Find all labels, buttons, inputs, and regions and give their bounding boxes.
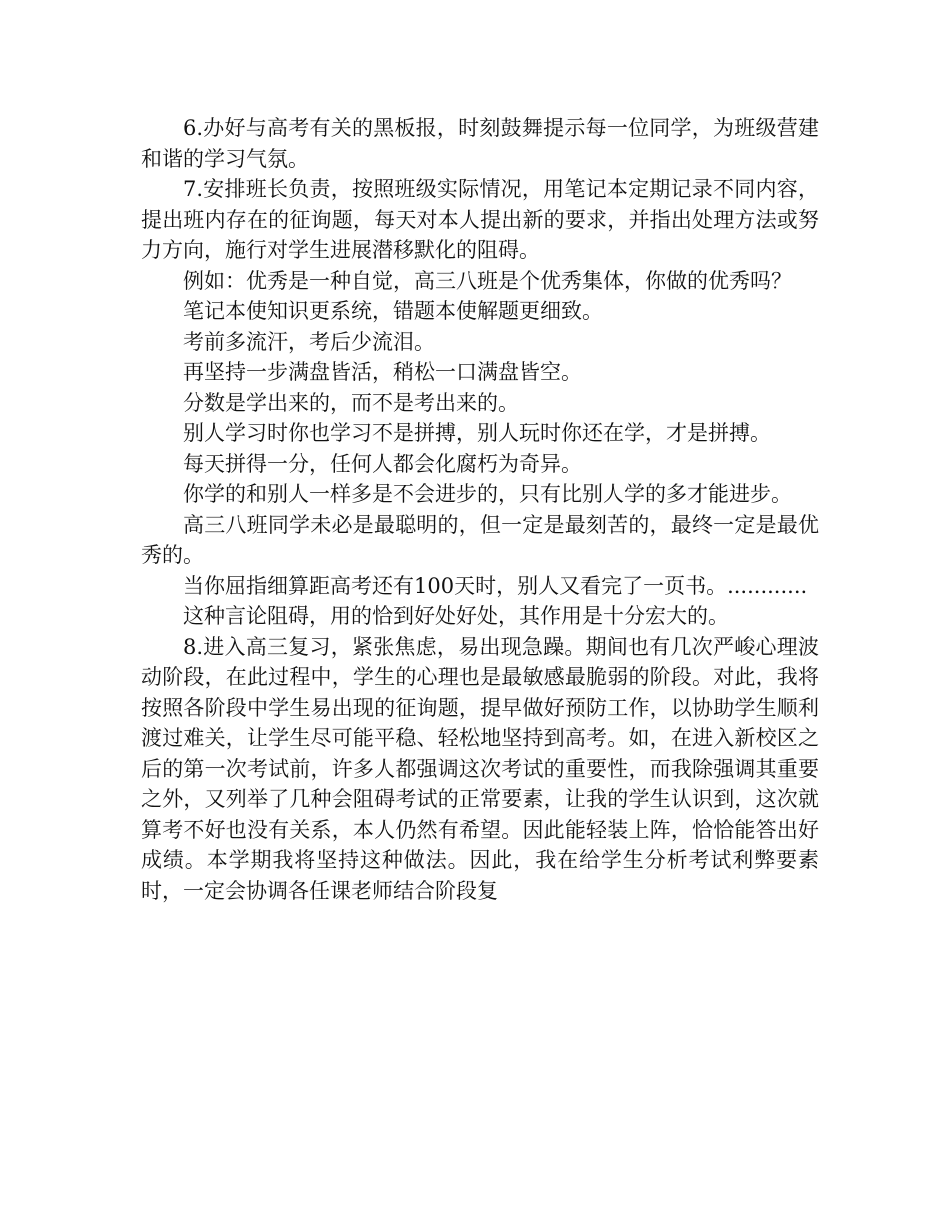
- paragraph-slogan: 分数是学出来的，而不是考出来的。: [183, 390, 519, 415]
- paragraph-item-7: 7.安排班长负责，按照班级实际情况，用笔记本定期记录不同内容，提出班内存在的征询题，每天对本人提出新的要求，并指出处理方法或努力方向，施行对学生进展潜移默化的阻碍。: [141, 177, 819, 262]
- paragraph-slogan: 高三八班同学未必是最聪明的，但一定是最刻苦的，最终一定是最优秀的。: [141, 512, 819, 567]
- paragraph-slogan: 你学的和别人一样多是不会进步的，只有比别人学的多才能进步。: [183, 482, 792, 506]
- paragraph-item-8: 8.进入高三复习，紧张焦虑，易出现急躁。期间也有几次严峻心理波动阶段，在此过程中，学生的心理也是最敏感最脆弱的阶段。对此，我将按照各阶段中学生易出现的征询题，提早做好预防工作，以协助学生顺利渡过难关，让学生尽可能平稳、轻松地坚持到高考。如，在进入新校区之后的第一次考试前，许多人都强调这次考试的重要性，而我除强调其重要之外，又列举了几种会阻碍考试的正常要素，让我的学生认识到，这次就算考不好也没有关系，本人仍然有希望。因此能轻装上阵，恰恰能答出好成绩。本学期我将坚持这种做法。因此，我在给学生分析考试利弊要素时，一定会协调各任课老师结合阶段复: [141, 634, 819, 903]
- paragraph-slogan: 再坚持一步满盘皆活，稍松一口满盘皆空。: [183, 360, 582, 384]
- paragraph-example-intro: 例如：优秀是一种自觉，高三八班是个优秀集体，你做的优秀吗？: [183, 268, 792, 293]
- paragraph-item-6: 6.办好与高考有关的黑板报，时刻鼓舞提示每一位同学，为班级营建和谐的学习气氛。: [141, 116, 819, 171]
- paragraph-slogan: 别人学习时你也学习不是拼搏，别人玩时你还在学，才是拼搏。: [183, 421, 771, 445]
- paragraph-summary: 这种言论阻碍，用的恰到好处好处，其作用是十分宏大的。: [183, 604, 729, 628]
- paragraph-slogan: 当你屈指细算距高考还有100天时，别人又看完了一页书。............: [183, 573, 808, 598]
- paragraph-slogan: 考前多流汗，考后少流泪。: [183, 329, 435, 354]
- document-body: [141, 113, 819, 906]
- paragraph-slogan: 每天拼得一分，任何人都会化腐朽为奇异。: [183, 451, 582, 476]
- paragraph-slogan: 笔记本使知识更系统，错题本使解题更细致。: [183, 299, 603, 323]
